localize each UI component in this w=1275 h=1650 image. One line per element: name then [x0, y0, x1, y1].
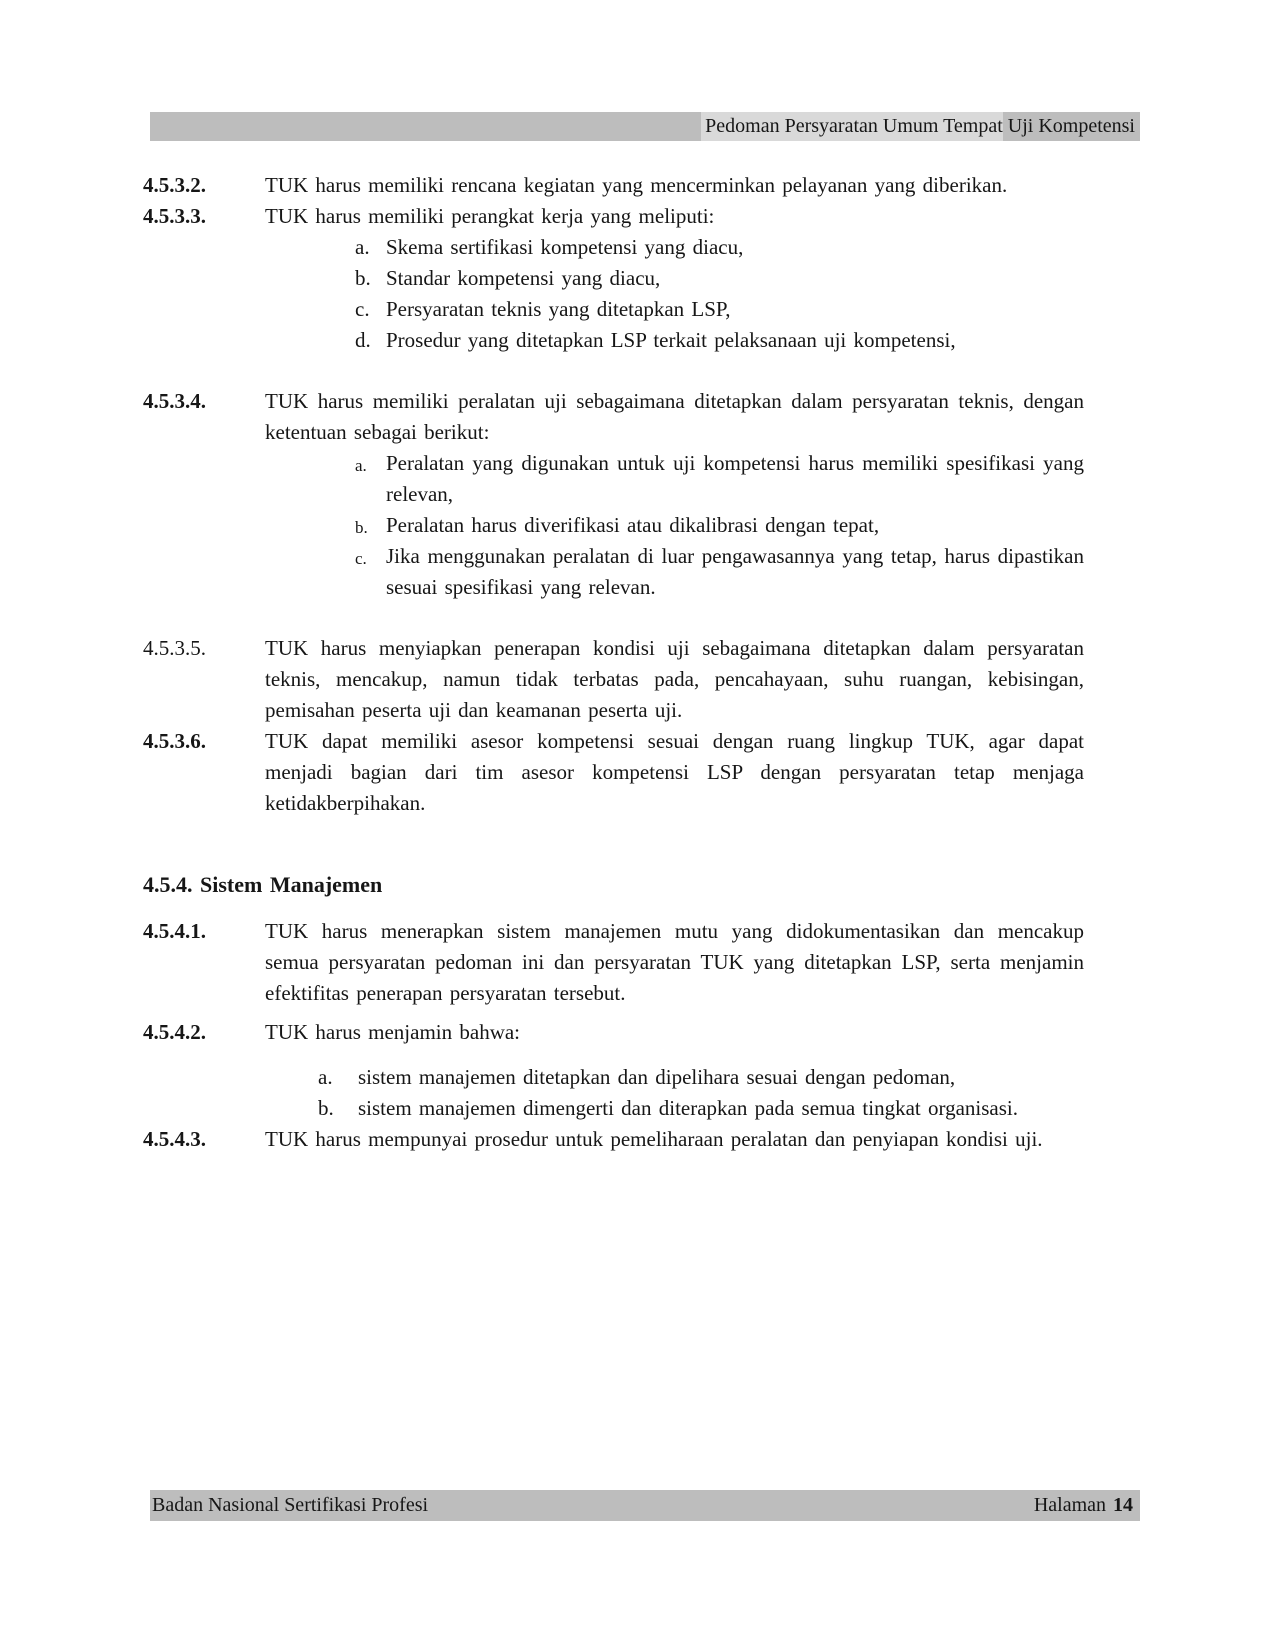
- numbered-item: [143, 201, 1084, 232]
- item-label: 4.5.3.3.: [143, 204, 206, 228]
- item-text: TUK dapat memiliki asesor kompetensi sesuai dengan ruang lingkup TUK, agar dapat menjadi bagian dari tim asesor kompetensi LSP dengan persyaratan tetap menjaga ketidakberpihakan.: [265, 729, 1084, 815]
- footer-page-number: 14: [1113, 1494, 1133, 1516]
- footer-page-label: Halaman: [1033, 1494, 1106, 1516]
- list-item-text: Skema sertifikasi kompetensi yang diacu,: [386, 235, 744, 259]
- list-item-text: Prosedur yang ditetapkan LSP terkait pelaksanaan uji kompetensi,: [386, 328, 956, 352]
- list-item: [355, 263, 1084, 294]
- list-item: [355, 510, 1084, 541]
- header-title: Uji Kompetensi: [1002, 115, 1135, 137]
- item-label: 4.5.3.6.: [143, 729, 206, 753]
- numbered-item: [143, 633, 1084, 726]
- item-label: 4.5.3.4.: [143, 389, 206, 413]
- page-footer-bar: [150, 1490, 1140, 1521]
- list-marker: d.: [355, 328, 371, 352]
- list-marker: b.: [355, 266, 371, 290]
- list-marker: a.: [355, 235, 370, 259]
- list-item-text: Peralatan yang digunakan untuk uji kompetensi harus memiliki spesifikasi yang relevan,: [386, 451, 1084, 506]
- item-text: TUK harus memiliki peralatan uji sebagaimana ditetapkan dalam persyaratan teknis, dengan ketentuan sebagai berikut:: [265, 389, 1084, 444]
- item-text: TUK harus menyiapkan penerapan kondisi uji sebagaimana ditetapkan dalam persyaratan teknis, mencakup, namun tidak terbatas pada, pencahayaan, suhu ruangan, kebisingan, pemisahan peserta uji dan keamanan peserta uji.: [265, 636, 1084, 722]
- numbered-item: [143, 1017, 1084, 1048]
- list-marker: b.: [318, 1096, 334, 1120]
- numbered-item: [143, 170, 1084, 201]
- document-body: [143, 170, 1084, 1155]
- list-marker: c.: [355, 297, 370, 321]
- header-title-highlight: Pedoman Persyaratan Umum Tempat: [701, 112, 1003, 141]
- item-text: TUK harus menjamin bahwa:: [265, 1020, 521, 1044]
- numbered-item: [143, 916, 1084, 1009]
- lettered-sublist: [355, 232, 1084, 356]
- list-item-text: sistem manajemen ditetapkan dan dipelihara sesuai dengan pedoman,: [358, 1065, 956, 1089]
- list-item: [318, 1093, 1084, 1124]
- footer-org-name: Badan Nasional Sertifikasi Profesi: [152, 1494, 429, 1516]
- item-label: 4.5.4.2.: [143, 1020, 206, 1044]
- numbered-item: [143, 1124, 1084, 1155]
- lettered-sublist: [318, 1062, 1084, 1124]
- list-item: [355, 325, 1084, 356]
- vertical-spacer: [143, 603, 1084, 633]
- list-item-text: sistem manajemen dimengerti dan diterapkan pada semua tingkat organisasi.: [358, 1096, 1019, 1120]
- list-marker: a.: [355, 456, 367, 475]
- list-item-text: Peralatan harus diverifikasi atau dikalibrasi dengan tepat,: [386, 513, 880, 537]
- list-marker: c.: [355, 549, 367, 568]
- list-item: [355, 541, 1084, 603]
- section-heading: 4.5.4. Sistem Manajemen: [143, 872, 383, 897]
- numbered-item: [143, 386, 1084, 448]
- numbered-item: [143, 726, 1084, 819]
- list-item: [355, 294, 1084, 325]
- item-text: TUK harus memiliki perangkat kerja yang meliputi:: [265, 204, 715, 228]
- item-text: TUK harus menerapkan sistem manajemen mutu yang didokumentasikan dan mencakup semua persyaratan pedoman ini dan persyaratan TUK yang ditetapkan LSP, serta menjamin efektifitas penerapan persyaratan tersebut.: [265, 919, 1084, 1005]
- item-text: TUK harus memiliki rencana kegiatan yang mencerminkan pelayanan yang diberikan.: [265, 173, 1008, 197]
- item-label: 4.5.3.5.: [143, 636, 206, 660]
- item-text: TUK harus mempunyai prosedur untuk pemeliharaan peralatan dan penyiapan kondisi uji.: [265, 1127, 1043, 1151]
- footer-page-indicator: [1034, 1490, 1133, 1521]
- list-item: [355, 448, 1084, 510]
- list-item-text: Persyaratan teknis yang ditetapkan LSP,: [386, 297, 731, 321]
- list-item-text: Standar kompetensi yang diacu,: [386, 266, 661, 290]
- list-item: [318, 1062, 1084, 1093]
- vertical-spacer: [143, 1009, 1084, 1017]
- item-label: 4.5.3.2.: [143, 173, 206, 197]
- list-marker: b.: [355, 518, 368, 537]
- list-item-text: Jika menggunakan peralatan di luar pengawasannya yang tetap, harus dipastikan sesuai spesifikasi yang relevan.: [386, 544, 1084, 599]
- item-label: 4.5.4.1.: [143, 919, 206, 943]
- item-label: 4.5.4.3.: [143, 1127, 206, 1151]
- list-item: [355, 232, 1084, 263]
- vertical-spacer: [143, 356, 1084, 386]
- list-marker: a.: [318, 1065, 333, 1089]
- vertical-spacer: [143, 1048, 1084, 1062]
- page-header-bar: [150, 112, 1140, 141]
- lettered-sublist: [355, 448, 1084, 603]
